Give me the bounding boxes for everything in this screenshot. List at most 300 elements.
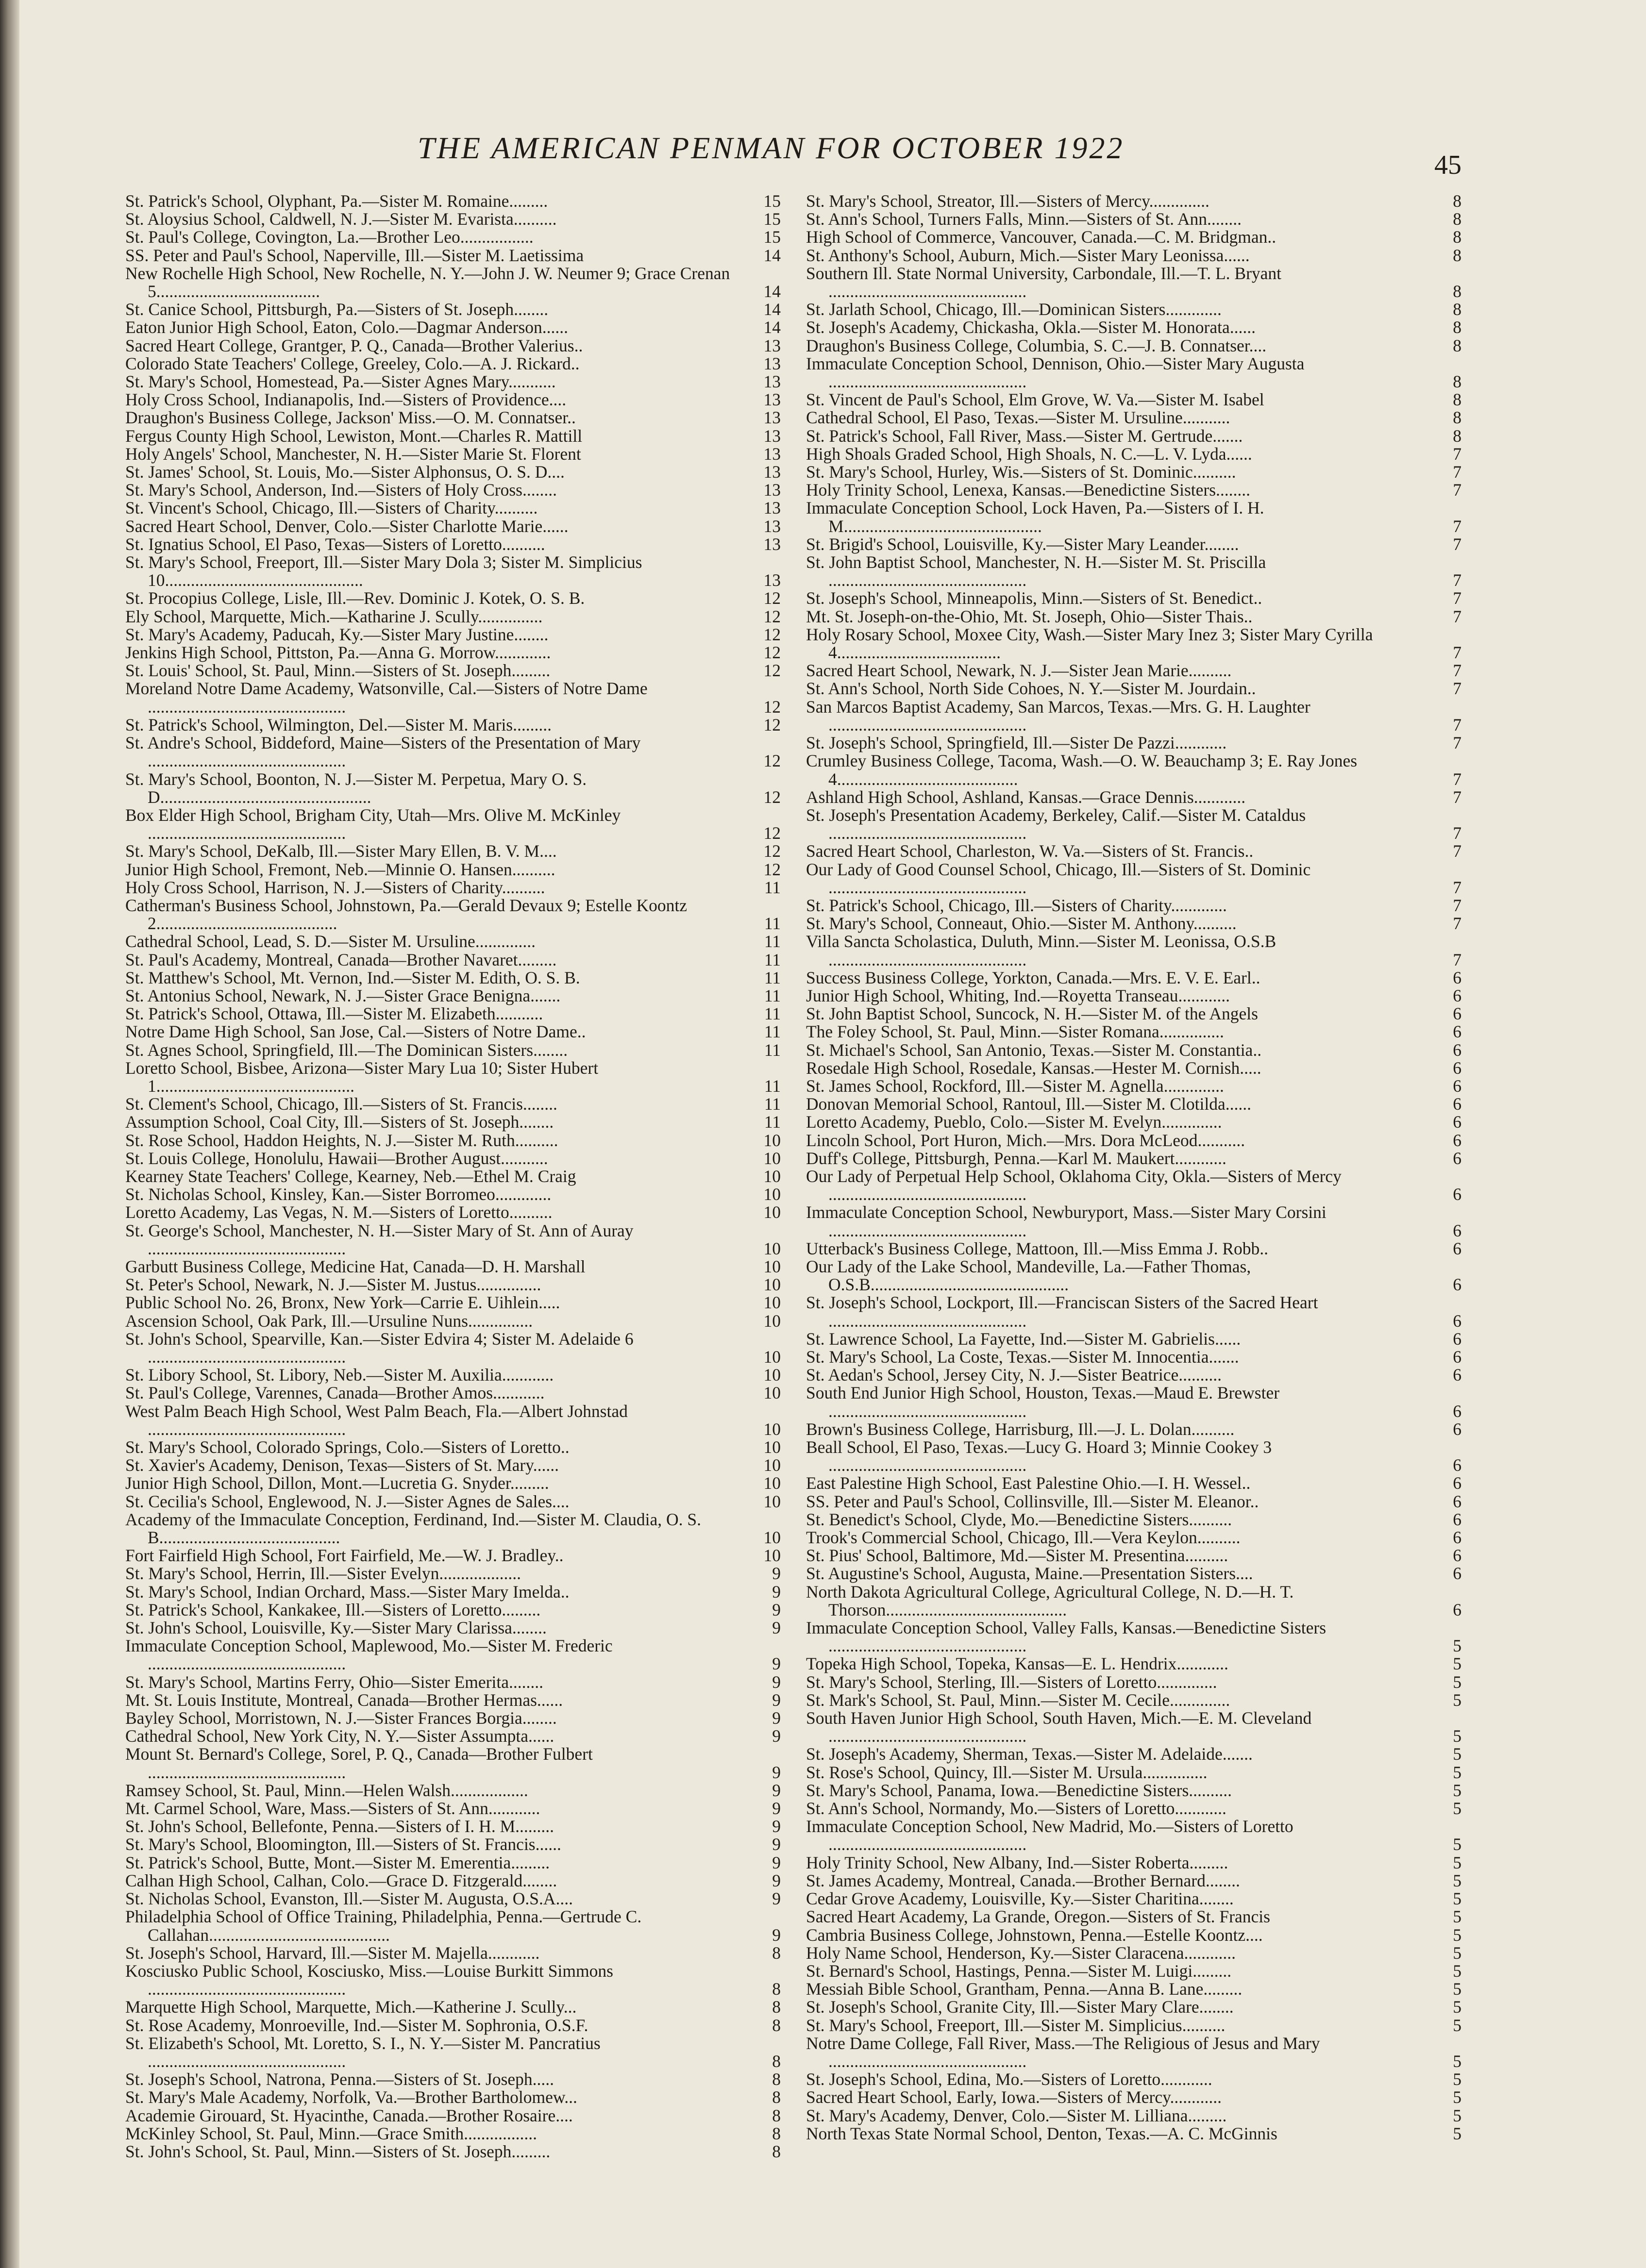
school-entry <box>125 1312 786 1330</box>
school-entry-count: 10 <box>763 1148 781 1168</box>
school-entry <box>806 608 1466 626</box>
school-entry <box>806 1023 1466 1041</box>
school-entry-text: St. Aedan's School, Jersey City, N. J.—Sister Beatrice.......... <box>806 1365 1222 1385</box>
school-entry-text: St. Cecilia's School, Englewood, N. J.—Sister Agnes de Sales.... <box>125 1491 570 1511</box>
school-entry-text: Holy Cross School, Harrison, N. J.—Sisters of Charity.......... <box>125 877 545 897</box>
school-entry-text: St. Vincent de Paul's School, Elm Grove, W. Va.—Sister M. Isabel <box>806 390 1264 410</box>
school-entry-count: 13 <box>763 498 781 518</box>
left-column <box>125 192 786 2192</box>
school-entry-count: 7 <box>1453 841 1461 861</box>
school-entry-count: 6 <box>1453 1509 1461 1529</box>
school-entry-count: 5 <box>1453 1870 1461 1890</box>
school-entry <box>125 1276 786 1294</box>
school-entry-text: St. Patrick's School, Kankakee, Ill.—Sisters of Loretto......... <box>125 1600 541 1619</box>
school-entry-text: St. Patrick's School, Ottawa, Ill.—Sister M. Elizabeth........... <box>125 1004 543 1024</box>
school-entry-count: 5 <box>1453 2087 1461 2107</box>
school-entry-text: St. Mary's Academy, Denver, Colo.—Sister M. Lilliana......... <box>806 2105 1227 2125</box>
school-entry-count: 15 <box>763 192 781 211</box>
school-entry-text: St. Joseph's School, Minneapolis, Minn.—Sisters of St. Benedict.. <box>806 588 1262 608</box>
school-entry-text: St. Andre's School, Biddeford, Maine—Sisters of the Presentation of Mary .............................................. <box>125 733 641 771</box>
school-entry-count: 8 <box>1453 317 1461 337</box>
school-entry-text: Cathedral School, New York City, N. Y.—Sister Assumpta...... <box>125 1726 554 1746</box>
school-entry <box>806 915 1466 933</box>
school-entry <box>806 1764 1466 1782</box>
school-entry-text: Topeka High School, Topeka, Kansas—E. L. Hendrix............ <box>806 1654 1228 1674</box>
school-entry-count: 6 <box>1453 1528 1461 1548</box>
school-entry-text: Holy Name School, Henderson, Ky.—Sister Claracena............ <box>806 1943 1236 1963</box>
school-entry <box>125 2088 786 2106</box>
school-entry <box>806 1565 1466 1583</box>
school-entry-text: St. Paul's College, Varennes, Canada—Brother Amos............ <box>125 1383 545 1403</box>
school-entry-count: 10 <box>763 1311 781 1331</box>
school-entry-count: 8 <box>1453 209 1461 229</box>
school-entry-text: St. John's School, Louisville, Ky.—Sister Mary Clarissa........ <box>125 1618 547 1638</box>
school-entry-text: Duff's College, Pittsburgh, Penna.—Karl M. Maukert............ <box>806 1148 1226 1168</box>
school-entry <box>806 1619 1466 1655</box>
school-entry <box>806 318 1466 336</box>
school-entry <box>806 1005 1466 1023</box>
school-entry-text: Philadelphia School of Office Training, Philadelphia, Penna.—Gertrude C. Callahan.......................................... <box>125 1907 642 1945</box>
school-entry <box>125 553 786 589</box>
school-entry-count: 10 <box>763 1437 781 1457</box>
school-entry <box>806 1691 1466 1709</box>
school-entry-count: 7 <box>1453 715 1461 734</box>
school-entry <box>806 1095 1466 1113</box>
school-entry <box>806 300 1466 318</box>
school-entry-text: St. Mary's School, Anderson, Ind.—Sisters of Holy Cross........ <box>125 480 557 500</box>
school-entry-text: SS. Peter and Paul's School, Collinsville, Ill.—Sister M. Eleanor.. <box>806 1491 1259 1511</box>
school-entry <box>125 192 786 210</box>
school-entry-count: 9 <box>772 1817 781 1836</box>
school-entry <box>125 1493 786 1511</box>
school-entry <box>125 2125 786 2143</box>
school-entry-text: St. John's School, Spearville, Kan.—Sister Edvira 4; Sister M. Adelaide 6 .............................................. <box>125 1329 634 1367</box>
school-entry-count: 7 <box>1453 606 1461 626</box>
school-entry-text: Beall School, El Paso, Texas.—Lucy G. Hoard 3; Minnie Cookey 3 .............................................. <box>806 1437 1272 1475</box>
school-entry-text: St. Clement's School, Chicago, Ill.—Sisters of St. Francis........ <box>125 1094 557 1114</box>
school-entry <box>125 1872 786 1890</box>
school-entry-text: Our Lady of Good Counsel School, Chicago, Ill.—Sisters of St. Dominic .............................................. <box>806 859 1311 897</box>
school-entry-text: St. Aloysius School, Caldwell, N. J.—Sister M. Evarista.......... <box>125 209 557 229</box>
school-entry-text: St. Rose Academy, Monroeville, Ind.—Sister M. Sophronia, O.S.F. <box>125 2015 588 2035</box>
school-entry <box>125 1800 786 1818</box>
school-entry-count: 13 <box>763 335 781 355</box>
school-entry <box>806 1800 1466 1818</box>
school-entry-text: Sacred Heart College, Grantger, P. Q., Canada—Brother Valerius.. <box>125 335 583 355</box>
school-entry-text: St. Joseph's School, Harvard, Ill.—Sister M. Majella............ <box>125 1943 540 1963</box>
school-entry <box>806 1474 1466 1492</box>
school-entry-count: 8 <box>1453 227 1461 247</box>
school-entry <box>125 2035 786 2070</box>
school-entry <box>806 265 1466 300</box>
school-entry-text: Ely School, Marquette, Mich.—Katharine J. Scully............... <box>125 606 543 626</box>
school-entry-count: 6 <box>1453 1022 1461 1042</box>
school-entry-text: High School of Commerce, Vancouver, Canada.—C. M. Bridgman.. <box>806 227 1276 247</box>
school-entry-count: 11 <box>764 914 781 934</box>
school-entry <box>125 1565 786 1583</box>
school-entry <box>125 1023 786 1041</box>
school-entry-count: 9 <box>772 1834 781 1854</box>
school-entry-count: 6 <box>1453 1329 1461 1349</box>
school-entry <box>806 355 1466 391</box>
school-entry-count: 6 <box>1453 1058 1461 1078</box>
page-header <box>121 130 1461 180</box>
school-entry-text: St. Mary's School, Freeport, Ill.—Sister Mary Dola 3; Sister M. Simplicius 10.............................................. <box>125 552 642 590</box>
school-entry-text: Ashland High School, Ashland, Kansas.—Grace Dennis............ <box>806 787 1246 807</box>
school-entry-text: St. Matthew's School, Mt. Vernon, Ind.—Sister M. Edith, O. S. B. <box>125 967 580 987</box>
school-entry-text: St. Nicholas School, Evanston, Ill.—Sister M. Augusta, O.S.A.... <box>125 1889 573 1909</box>
school-entry <box>125 589 786 607</box>
school-entry <box>806 1854 1466 1872</box>
school-entry-text: St. Anthony's School, Auburn, Mich.—Sister Mary Leonissa...... <box>806 245 1250 265</box>
school-entry-count: 5 <box>1453 1762 1461 1782</box>
school-entry <box>125 1167 786 1185</box>
school-entry <box>806 1872 1466 1890</box>
school-entry <box>806 1041 1466 1059</box>
school-entry-text: St. Joseph's Academy, Sherman, Texas.—Sister M. Adelaide....... <box>806 1744 1253 1764</box>
school-entry-text: St. Joseph's School, Edina, Mo.—Sisters of Loretto............ <box>806 2069 1212 2089</box>
school-entry-count: 11 <box>764 877 781 897</box>
school-entry-text: Ascension School, Oak Park, Ill.—Ursuline Nuns............... <box>125 1311 533 1331</box>
school-entry <box>806 1330 1466 1348</box>
school-entry-text: Cambria Business College, Johnstown, Penna.—Estelle Koontz.... <box>806 1925 1263 1945</box>
school-entry <box>806 842 1466 860</box>
school-entry-count: 9 <box>772 1726 781 1746</box>
school-entry <box>806 1366 1466 1384</box>
school-entry-text: Cathedral School, Lead, S. D.—Sister M. Ursuline.............. <box>125 932 536 951</box>
school-entry-text: St. Augustine's School, Augusta, Maine.—Presentation Sisters.... <box>806 1564 1253 1584</box>
school-entry-text: St. Agnes School, Springfield, Ill.—The Dominican Sisters........ <box>125 1040 568 1060</box>
school-entry-text: Mt. St. Louis Institute, Montreal, Canada—Brother Hermas...... <box>125 1690 563 1710</box>
school-entry-text: Crumley Business College, Tacoma, Wash.—O. W. Beauchamp 3; E. Ray Jones 4.......................................... <box>806 751 1358 789</box>
school-entry-text: Junior High School, Dillon, Mont.—Lucretia G. Snyder......... <box>125 1473 549 1493</box>
school-entry-count: 14 <box>763 317 781 337</box>
school-entry <box>125 662 786 680</box>
school-entry-count: 11 <box>764 1094 781 1114</box>
school-entry-count: 12 <box>763 859 781 879</box>
school-entry <box>125 1782 786 1800</box>
school-entry-count: 6 <box>1453 1094 1461 1114</box>
school-entry-count: 8 <box>1453 282 1461 301</box>
school-entry-count: 6 <box>1453 1419 1461 1439</box>
school-entry <box>806 1384 1466 1420</box>
school-entry <box>125 228 786 246</box>
school-entry-count: 8 <box>772 1997 781 2017</box>
school-entry-text: Success Business College, Yorkton, Canada.—Mrs. E. V. E. Earl.. <box>806 967 1260 987</box>
school-entry <box>125 1727 786 1745</box>
school-entry-text: St. Louis' School, St. Paul, Minn.—Sisters of St. Joseph......... <box>125 661 551 681</box>
school-entry-text: St. Benedict's School, Clyde, Mo.—Benedictine Sisters.......... <box>806 1509 1232 1529</box>
school-entry-text: Southern Ill. State Normal University, Carbondale, Ill.—T. L. Bryant .............................................. <box>806 263 1282 301</box>
school-entry <box>125 644 786 662</box>
school-entry <box>806 247 1466 265</box>
school-entry-text: St. Brigid's School, Louisville, Ky.—Sister Mary Leander........ <box>806 534 1239 554</box>
school-entry-text: Holy Rosary School, Moxee City, Wash.—Sister Mary Inez 3; Sister Mary Cyrilla 4...................................... <box>806 624 1373 663</box>
school-entry <box>806 463 1466 481</box>
school-entry-text: Holy Cross School, Indianapolis, Ind.—Sisters of Providence.... <box>125 390 567 410</box>
school-entry <box>806 1132 1466 1150</box>
running-title: THE AMERICAN PENMAN FOR OCTOBER 1922 <box>418 131 1125 165</box>
school-entry <box>125 1258 786 1276</box>
school-entry-text: St. Mary's School, Homestead, Pa.—Sister Agnes Mary........... <box>125 372 556 392</box>
school-entry-count: 7 <box>1453 570 1461 590</box>
school-entry <box>125 1835 786 1853</box>
school-entry-text: St. Ann's School, Turners Falls, Minn.—Sisters of St. Ann........ <box>806 209 1242 229</box>
school-entry <box>125 1402 786 1438</box>
school-entry-text: Junior High School, Whiting, Ind.—Royetta Transeau............ <box>806 985 1230 1005</box>
school-entry <box>125 770 786 806</box>
school-entry-count: 11 <box>764 932 781 951</box>
school-entry <box>806 1493 1466 1511</box>
school-entry-count: 9 <box>772 1799 781 1818</box>
school-entry-text: Utterback's Business College, Mattoon, Ill.—Miss Emma J. Robb.. <box>806 1238 1269 1258</box>
school-entry-count: 8 <box>1453 335 1461 355</box>
school-entry <box>125 951 786 969</box>
school-entry-text: Catherman's Business School, Johnstown, Pa.—Gerald Devaux 9; Estelle Koontz 2.......................................... <box>125 895 688 934</box>
school-entry <box>125 1908 786 1944</box>
school-entry-count: 5 <box>1453 1997 1461 2017</box>
school-entry-text: St. Joseph's Presentation Academy, Berkeley, Calif.—Sister M. Cataldus .............................................. <box>806 805 1306 843</box>
school-entry-text: Cathedral School, El Paso, Texas.—Sister M. Ursuline........... <box>806 408 1230 428</box>
school-entry-text: St. Joseph's School, Natrona, Penna.—Sisters of St. Joseph..... <box>125 2069 554 2089</box>
school-entry-count: 6 <box>1453 1600 1461 1619</box>
school-entry <box>806 589 1466 607</box>
school-entry <box>806 1203 1466 1239</box>
school-entry-count: 9 <box>772 1852 781 1872</box>
school-entry-text: Colorado State Teachers' College, Greeley, Colo.—A. J. Rickard.. <box>125 353 580 373</box>
school-entry-text: Holy Angels' School, Manchester, N. H.—Sister Marie St. Florent <box>125 444 581 464</box>
school-entry-text: Immaculate Conception School, Lock Haven, Pa.—Sisters of I. H. M.............................................. <box>806 498 1264 536</box>
school-entry-count: 13 <box>763 516 781 536</box>
school-entry-text: St. Louis College, Honolulu, Hawaii—Brother August........... <box>125 1148 548 1168</box>
school-entry-text: SS. Peter and Paul's School, Naperville, Ill.—Sister M. Laetissima <box>125 245 584 265</box>
school-entry-text: Kearney State Teachers' College, Kearney, Neb.—Ethel M. Craig <box>125 1166 576 1186</box>
school-entry <box>806 1583 1466 1619</box>
school-entry <box>806 734 1466 752</box>
school-entry-text: Mt. Carmel School, Ware, Mass.—Sisters of St. Ann............ <box>125 1799 540 1818</box>
page-number: 45 <box>1434 150 1461 180</box>
school-entry-text: Sacred Heart School, Denver, Colo.—Sister Charlotte Marie...... <box>125 516 569 536</box>
school-entry <box>806 1908 1466 1926</box>
school-entry <box>125 1366 786 1384</box>
school-entry-text: St. Ignatius School, El Paso, Texas—Sisters of Loretto.......... <box>125 534 545 554</box>
school-entry-text: San Marcos Baptist Academy, San Marcos, Texas.—Mrs. G. H. Laughter .............................................. <box>806 697 1310 734</box>
school-entry-text: St. Peter's School, Newark, N. J.—Sister M. Justus............... <box>125 1275 541 1295</box>
school-entry-text: St. John Baptist School, Manchester, N. H.—Sister M. St. Priscilla .............................................. <box>806 552 1266 590</box>
school-entry <box>806 1150 1466 1167</box>
school-entry-count: 5 <box>1453 2051 1461 2071</box>
school-entry-text: Academy of the Immaculate Conception, Ferdinand, Ind.—Sister M. Claudia, O. S. B.......................................... <box>125 1509 702 1548</box>
school-entry-count: 11 <box>764 1004 781 1024</box>
school-entry-count: 6 <box>1453 1112 1461 1132</box>
school-entry-count: 10 <box>763 1473 781 1493</box>
school-entry-text: South End Junior High School, Houston, Texas.—Maud E. Brewster .............................................. <box>806 1383 1280 1421</box>
school-entry-text: St. Mary's School, Panama, Iowa.—Benedictine Sisters.......... <box>806 1780 1232 1800</box>
school-entry-count: 13 <box>763 426 781 446</box>
school-entry-count: 7 <box>1453 480 1461 500</box>
school-entry <box>806 337 1466 355</box>
school-entry <box>125 1294 786 1312</box>
school-entry-count: 7 <box>1453 516 1461 536</box>
school-entry-text: St. Antonius School, Newark, N. J.—Sister Grace Benigna....... <box>125 985 561 1005</box>
school-entry-count: 6 <box>1453 1347 1461 1367</box>
school-entry-count: 11 <box>764 1040 781 1060</box>
page-binding-shadow <box>0 0 19 2268</box>
school-entry-text: Mount St. Bernard's College, Sorel, P. Q., Canada—Brother Fulbert .............................................. <box>125 1744 593 1782</box>
school-entry <box>806 1962 1466 1980</box>
school-entry-count: 8 <box>1453 426 1461 446</box>
school-entry-text: St. Mary's School, Sterling, Ill.—Sisters of Loretto.............. <box>806 1672 1217 1692</box>
school-entry <box>806 626 1466 662</box>
school-entry-count: 10 <box>763 1130 781 1150</box>
school-entry-count: 12 <box>763 661 781 681</box>
school-entry-count: 7 <box>1453 534 1461 554</box>
school-entry-text: St. Rose School, Haddon Heights, N. J.—Sister M. Ruth.......... <box>125 1130 558 1150</box>
school-entry-text: St. Rose's School, Quincy, Ill.—Sister M. Ursula............... <box>806 1762 1208 1782</box>
school-entry <box>125 1113 786 1131</box>
school-entry <box>806 2070 1466 2088</box>
school-entry <box>806 427 1466 445</box>
school-entry-text: New Rochelle High School, New Rochelle, N. Y.—John J. W. Neumer 9; Grace Crenan 5...................................... <box>125 263 730 301</box>
school-entry <box>125 1203 786 1221</box>
school-entry-text: St. Mary's School, Conneaut, Ohio.—Sister M. Anthony.......... <box>806 914 1237 934</box>
school-entry-count: 8 <box>772 1979 781 1999</box>
school-entry <box>125 879 786 897</box>
school-entry-text: St. Jarlath School, Chicago, Ill.—Dominican Sisters............. <box>806 300 1222 319</box>
school-entry-count: 5 <box>1453 2015 1461 2035</box>
school-entry <box>806 2035 1466 2070</box>
school-entry <box>125 608 786 626</box>
school-entry <box>806 535 1466 553</box>
school-entry-count: 5 <box>1453 1744 1461 1764</box>
school-entry <box>806 481 1466 499</box>
school-entry <box>125 1150 786 1167</box>
school-entry-count: 8 <box>772 2141 781 2161</box>
school-entry <box>125 1691 786 1709</box>
school-entry <box>125 2017 786 2035</box>
school-entry-text: St. Ann's School, North Side Cohoes, N. Y.—Sister M. Jourdain.. <box>806 679 1256 699</box>
school-entry-count: 11 <box>764 950 781 969</box>
school-entry <box>125 337 786 355</box>
school-entry <box>125 265 786 300</box>
school-entry-text: St. Canice School, Pittsburgh, Pa.—Sisters of St. Joseph........ <box>125 300 549 319</box>
school-entry-count: 12 <box>763 606 781 626</box>
school-entry-text: St. Patrick's School, Wilmington, Del.—Sister M. Maris......... <box>125 715 552 734</box>
school-entry <box>125 1511 786 1547</box>
school-entry-text: Immaculate Conception School, Valley Falls, Kansas.—Benedictine Sisters .............................................. <box>806 1618 1327 1656</box>
school-entry-count: 9 <box>772 1762 781 1782</box>
school-entry <box>125 355 786 373</box>
school-entry-text: St. Paul's Academy, Montreal, Canada—Brother Navaret......... <box>125 950 557 969</box>
school-entry <box>125 1438 786 1456</box>
school-entry <box>806 1240 1466 1258</box>
school-entry-count: 8 <box>772 2015 781 2035</box>
school-entry <box>806 1167 1466 1203</box>
school-entry-count: 5 <box>1453 1636 1461 1656</box>
school-entry-text: St. George's School, Manchester, N. H.—Sister Mary of St. Ann of Auray .............................................. <box>125 1220 634 1258</box>
school-entry-text: Bayley School, Morristown, N. J.—Sister Frances Borgia........ <box>125 1708 557 1728</box>
school-entry-text: Mt. St. Joseph-on-the-Ohio, Mt. St. Joseph, Ohio—Sister Thais.. <box>806 606 1253 626</box>
school-entry-text: Notre Dame High School, San Jose, Cal.—Sisters of Notre Dame.. <box>125 1022 586 1042</box>
school-entry <box>806 1890 1466 1908</box>
school-entry-count: 9 <box>772 1672 781 1692</box>
school-entry-count: 9 <box>772 1780 781 1800</box>
school-entry-count: 9 <box>772 1925 781 1945</box>
school-entry-text: Holy Trinity School, New Albany, Ind.—Sister Roberta......... <box>806 1852 1228 1872</box>
school-entry <box>806 445 1466 463</box>
school-entry-text: High Shoals Graded School, High Shoals, N. C.—L. V. Lyda...... <box>806 444 1252 464</box>
school-entry-count: 8 <box>1453 408 1461 428</box>
school-entry <box>125 1456 786 1474</box>
school-entry-count: 9 <box>772 1564 781 1584</box>
school-entry <box>125 716 786 734</box>
right-column <box>806 192 1466 2192</box>
school-entry-text: North Texas State Normal School, Denton, Texas.—A. C. McGinnis <box>806 2123 1277 2143</box>
school-entry-text: St. Ann's School, Normandy, Mo.—Sisters of Loretto............ <box>806 1799 1226 1818</box>
school-entry-count: 10 <box>763 1184 781 1204</box>
school-entry-count: 11 <box>764 1022 781 1042</box>
school-entry-text: South Haven Junior High School, South Haven, Mich.—E. M. Cleveland .............................................. <box>806 1708 1312 1746</box>
school-entry <box>125 1474 786 1492</box>
school-entry-text: The Foley School, St. Paul, Minn.—Sister Romana............... <box>806 1022 1224 1042</box>
school-entry-text: Loretto Academy, Las Vegas, N. M.—Sisters of Loretto.......... <box>125 1202 553 1222</box>
school-entry <box>806 1673 1466 1691</box>
school-entry <box>806 1348 1466 1366</box>
school-entry <box>806 1438 1466 1474</box>
school-entry-count: 13 <box>763 570 781 590</box>
school-entry-count: 7 <box>1453 787 1461 807</box>
school-entry-count: 6 <box>1453 967 1461 987</box>
school-entry-count: 6 <box>1453 1220 1461 1240</box>
school-entry <box>806 1998 1466 2016</box>
school-entry-count: 7 <box>1453 733 1461 753</box>
school-entry-count: 10 <box>763 1275 781 1295</box>
school-entry-count: 9 <box>772 1870 781 1890</box>
school-entry-count: 13 <box>763 390 781 410</box>
school-entry <box>125 1818 786 1835</box>
school-entry <box>806 861 1466 897</box>
school-entry-text: St. Patrick's School, Olyphant, Pa.—Sister M. Romaine......... <box>125 192 548 211</box>
school-entry-text: St. Mary's School, Herrin, Ill.—Sister Evelyn................... <box>125 1564 521 1584</box>
school-entry-count: 13 <box>763 353 781 373</box>
school-entry-text: St. Mary's School, La Coste, Texas.—Sister M. Innocentia....... <box>806 1347 1239 1367</box>
school-entry-count: 13 <box>763 444 781 464</box>
school-entry-text: Sacred Heart School, Newark, N. J.—Sister Jean Marie.......... <box>806 661 1232 681</box>
school-entry-count: 7 <box>1453 444 1461 464</box>
school-entry <box>806 2017 1466 2035</box>
school-entry <box>125 734 786 770</box>
school-entry <box>125 1854 786 1872</box>
school-entry <box>125 409 786 427</box>
school-entry <box>806 553 1466 589</box>
school-entry <box>806 1294 1466 1330</box>
school-entry <box>125 861 786 879</box>
school-entry <box>125 1547 786 1565</box>
school-entry <box>806 897 1466 915</box>
school-entry <box>806 1547 1466 1565</box>
school-entry-text: Junior High School, Fremont, Neb.—Minnie O. Hansen.......... <box>125 859 555 879</box>
school-entry <box>125 445 786 463</box>
school-entry <box>125 987 786 1005</box>
school-entry-count: 5 <box>1453 1834 1461 1854</box>
school-entry-text: Villa Sancta Scholastica, Duluth, Minn.—Sister M. Leonissa, O.S.B .............................................. <box>806 932 1276 969</box>
school-entry-count: 6 <box>1453 985 1461 1005</box>
school-entry-text: Donovan Memorial School, Rantoul, Ill.—Sister M. Clotilda...... <box>806 1094 1252 1114</box>
school-entry <box>125 499 786 517</box>
school-entry-text: Loretto School, Bisbee, Arizona—Sister Mary Lua 10; Sister Hubert 1.............................................. <box>125 1058 599 1096</box>
school-entry-count: 8 <box>1453 390 1461 410</box>
school-entry-text: St. Paul's College, Covington, La.—Brother Leo................. <box>125 227 534 247</box>
